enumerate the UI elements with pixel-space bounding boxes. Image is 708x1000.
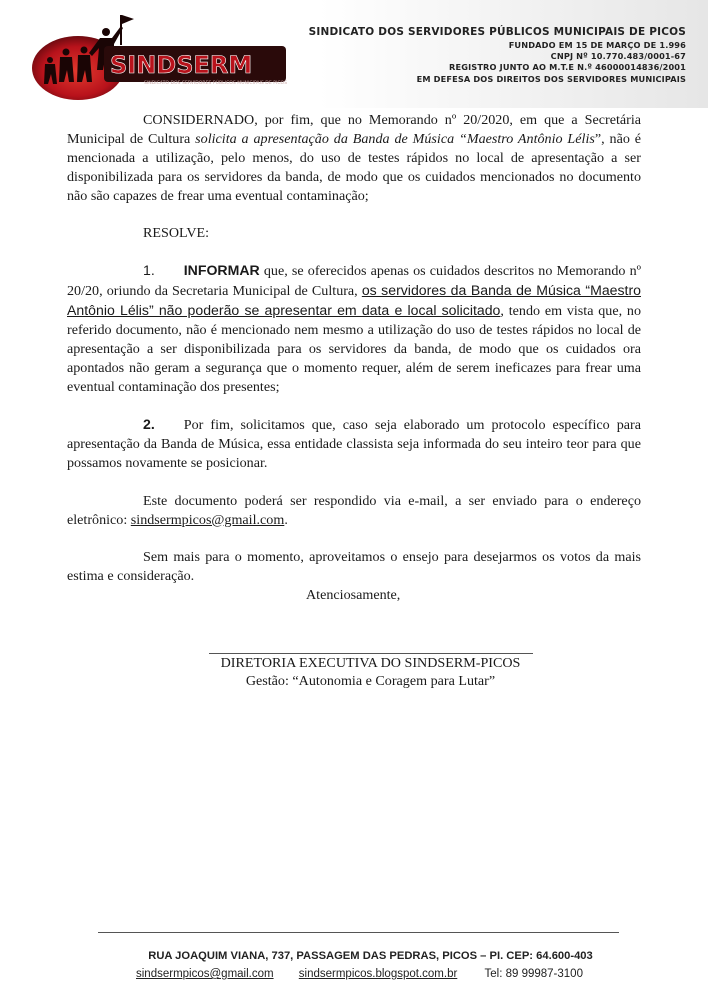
footer-email-link[interactable]: sindsermpicos@gmail.com: [136, 968, 274, 980]
logo-subtext: SINDICATO DOS SERVIDORES PÚBLICOS MUNICIPAIS DE PICOS: [144, 81, 288, 86]
footer-contacts: [136, 968, 583, 980]
item-1-number: 1.: [143, 261, 155, 278]
item-1-underlined: os servidores da Banda de Música “Maestro Antônio Lélis” não poderão se apresentar em data e local solicitado: [67, 281, 641, 318]
paragraph-text: que, se oferecidos apenas os cuidados descritos no Memorando nº 20/20, oriundo da Secretaria Municipal de Cultura,: [67, 262, 641, 299]
founded-date: FUNDADO EM 15 DE MARÇO DE 1.996: [508, 40, 686, 50]
paragraph-email: [67, 492, 641, 530]
footer-divider: [98, 932, 619, 933]
signature-line: [209, 653, 533, 654]
footer-phone: Tel: 89 99987-3100: [484, 968, 583, 980]
paragraph-text: , tendo em vista que, no referido documento, não é mencionado nem mesmo a utilização do uso de testes rápidos no local de apresentação a ser disponibilizada para os servidores da banda, de modo que os cuidados ora apontados não geram a segurança que o momento requer, além de serem ineficazes para frear uma eventual contaminação dos presentes;: [67, 302, 641, 396]
logo-text: SINDSERM: [110, 51, 253, 79]
regards: Atenciosamente,: [306, 586, 401, 603]
letterhead: [0, 0, 708, 108]
signature-management: Gestão: “Autonomia e Coragem para Lutar”: [245, 673, 496, 689]
paragraph-text: .: [284, 511, 288, 528]
letterhead-info: [309, 26, 686, 85]
footer-address: RUA JOAQUIM VIANA, 737, PASSAGEM DAS PEDRAS, PICOS – PI. CEP: 64.600-403: [148, 950, 593, 962]
signature-name: DIRETORIA EXECUTIVA DO SINDSERM-PICOS: [220, 655, 521, 671]
paragraph-considerando: [67, 111, 641, 206]
document-body: [67, 108, 641, 605]
org-name: SINDICATO DOS SERVIDORES PÚBLICOS MUNICIPAIS DE PICOS: [308, 26, 686, 38]
paragraph-text: ”, não é mencionada a utilização, pelo menos, do uso de testes rápidos no local de apresentação a ser disponibilizada para os servidores da banda, de modo que os cuidados mencionados no documento não são capazes de frear uma eventual contaminação;: [67, 131, 642, 205]
registry-number: REGISTRO JUNTO AO M.T.E N.º 46000014836/2001: [449, 62, 686, 73]
item-2-number: 2.: [143, 416, 155, 433]
sindserm-logo: [26, 10, 296, 102]
motto: EM DEFESA DOS DIREITOS DOS SERVIDORES MUNICIPAIS: [416, 73, 686, 84]
item-1-keyword: INFORMAR: [183, 261, 260, 278]
paragraph-text: Este documento poderá ser respondido via e-mail, a ser enviado para o endereço eletrônico:: [67, 492, 641, 528]
cnpj: CNPJ Nº 10.770.483/0001-67: [550, 51, 686, 62]
resolve-heading: RESOLVE:: [143, 225, 210, 242]
paragraph-text: CONSIDERNADO, por fim, que no Memorando nº 20/2020, em que a Secretária Municipal de Cultura: [67, 112, 641, 148]
email-link[interactable]: sindsermpicos@gmail.com: [130, 511, 285, 528]
paragraph-text: Por fim, solicitamos que, caso seja elaborado um protocolo específico para apresentação da Banda de Música, essa entidade classista seja informada do seu inteiro teor para que possamos novamente se posicionar.: [67, 417, 641, 472]
paragraph-closing: Sem mais para o momento, aproveitamos o ensejo para desejarmos os votos da mais estima e consideração.: [67, 548, 641, 584]
footer-blog-link[interactable]: sindsermpicos.blogspot.com.br: [298, 968, 458, 980]
item-2: [67, 415, 641, 473]
paragraph-emphasis: solicita a apresentação da Banda de Música “Maestro Antônio Lélis: [195, 131, 595, 148]
item-1: [67, 261, 641, 398]
